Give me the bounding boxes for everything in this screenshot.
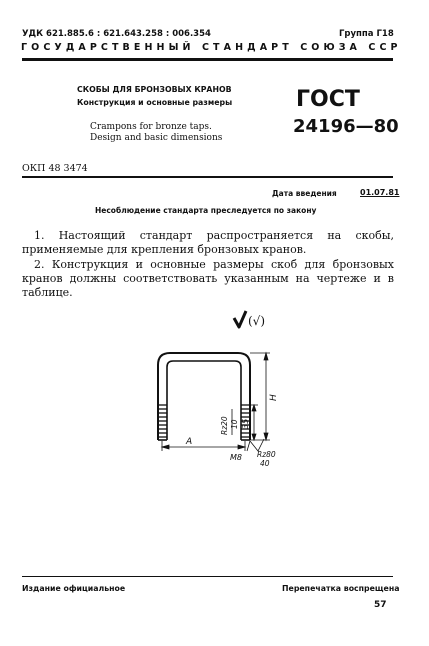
roughness-check-icon [234,311,246,327]
dimension-a [162,441,245,451]
dim-rz20-label: Rz20 [220,416,229,435]
gost-number: 24196—80 [293,116,399,137]
udk-code: УДК 621.885.6 : 621.643.258 : 006.354 [22,29,211,39]
title-en-line2: Design and basic dimensions [90,133,223,143]
crampon-drawing [140,305,320,470]
paragraph-1: 1. Настоящий стандарт распространяется на скобы, применяемые для крепления бронзовых кранов. [22,229,394,256]
subtitle-ru: Конструкция и основные размеры [77,98,233,107]
page-number: 57 [374,600,387,610]
dimension-h [250,353,270,440]
paragraph-2: 2. Конструкция и основные размеры скоб для бронзовых кранов должны соответствовать указанным на чертеже и в таблице. [22,258,394,299]
gost-label: ГОСТ [296,87,360,112]
dim-rz80-label: Rz80 [257,450,276,459]
dim-a-label: A [186,437,193,447]
bottom-rule [22,576,393,577]
okp-code: ОКП 48 3474 [22,163,88,174]
official-edition-label: Издание официальное [22,584,126,593]
law-notice: Несоблюдение стандарта преследуется по закону [95,206,317,215]
middle-rule [22,176,393,178]
dim-10-label: 10 [230,419,239,429]
roughness-mark: (√) [248,314,266,328]
group-code: Группа Г18 [339,29,394,39]
dim-h-label: H [269,394,279,401]
title-en-line1: Crampons for bronze taps. [90,122,212,132]
state-standard-heading: ГОСУДАРСТВЕННЫЙ СТАНДАРТ СОЮЗА ССР [21,42,402,53]
reprint-prohibited-label: Перепечатка воспрещена [282,584,400,593]
title-ru: СКОБЫ ДЛЯ БРОНЗОВЫХ КРАНОВ [77,85,232,94]
dimension-35 [250,405,258,440]
dim-40-label: 40 [260,459,270,468]
dim-m8-label: M8 [230,453,242,462]
dim-35-label: 35 [241,418,250,429]
date-label: Дата введения [272,189,337,198]
date-value: 01.07.81 [360,188,400,197]
top-rule [22,58,393,61]
thread-left [158,405,167,437]
m8-leader [247,441,250,451]
